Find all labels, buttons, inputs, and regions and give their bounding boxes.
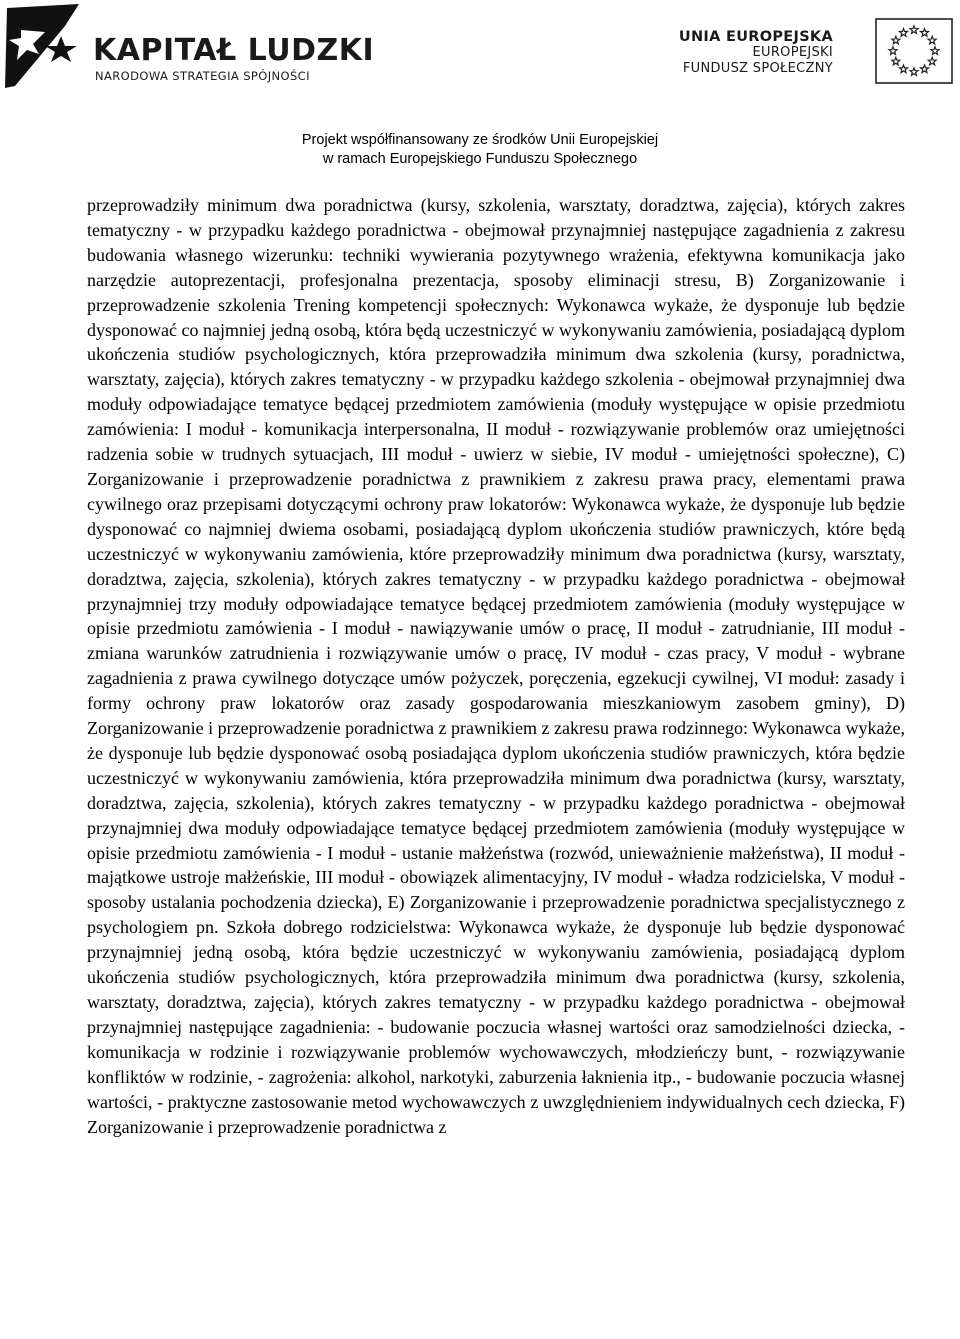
cofinance-note (0, 131, 960, 168)
page-header (0, 0, 960, 175)
eu-logo (660, 18, 960, 98)
eu-logo-text (679, 29, 833, 77)
cofinance-line2: w ramach Europejskiego Funduszu Społecznego (322, 150, 638, 167)
eu-logo-line2: EUROPEJSKI (752, 45, 833, 60)
document-body (87, 193, 905, 1139)
eu-stars-flag-icon (875, 18, 953, 84)
eu-logo-line1: UNIA EUROPEJSKA (678, 29, 833, 45)
kapital-ludzki-title: KAPITAŁ LUDZKI (93, 33, 375, 68)
kapital-ludzki-subtitle: NARODOWA STRATEGIA SPÓJNOŚCI (95, 69, 310, 83)
body-paragraph: przeprowadziły minimum dwa poradnictwa (kursy, szkolenia, warsztaty, doradztwa, zajęcia), których zakres tematyczny - w przypadku każdego poradnictwa - obejmował przynajmniej następujące zagadnienia z zakresu budowania własnego wizerunku: techniki wywierania pozytywnego wrażenia, efektywna komunikacja jako narzędzie autoprezentacji, profesjonalna prezentacja, sposoby eliminacji stresu, B) Zorganizowanie i przeprowadzenie szkolenia Trening kompetencji społecznych: Wykonawca wykaże, że dysponuje lub będzie dysponować co najmniej jedną osobą, która będą uczestniczyć w wykonywaniu zamówienia, posiadającą dyplom ukończenia studiów psychologicznych, która przeprowadziła minimum dwa szkolenia (kursy, poradnictwa, warsztaty, zajęcia), których zakres tematyczny - w przypadku każdego szkolenia - obejmował przynajmniej dwa moduły odpowiadające tematyce będącej przedmiotem zamówienia (moduły występujące w opisie przedmiotu zamówienia: I moduł - komunikacja interpersonalna, II moduł - rozwiązywanie problemów oraz umiejętności radzenia sobie w trudnych sytuacjach, III moduł - uwierz w siebie, IV moduł - umiejętności społeczne), C) Zorganizowanie i przeprowadzenie poradnictwa z prawnikiem z zakresu prawa pracy, elementami prawa cywilnego oraz przepisami dotyczącymi ochrony praw lokatorów: Wykonawca wykaże, że dysponuje lub będzie dysponować co najmniej dwiema osobami, posiadającą dyplom ukończenia studiów prawniczych, które będą uczestniczyć w wykonywaniu zamówienia, które przeprowadziły minimum dwa poradnictwa (kursy, warsztaty, doradztwa, zajęcia, szkolenia), których zakres tematyczny - w przypadku każdego poradnictwa - obejmował przynajmniej trzy moduły odpowiadające tematyce będącej przedmiotem zamówienia (moduły występujące w opisie przedmiotu zamówienia - I moduł - nawiązywanie umów o pracę, II moduł - zatrudnianie, III moduł - zmiana warunków zatrudnienia i rozwiązywanie umów o pracę, IV moduł - czas pracy, V moduł - wybrane zagadnienia z prawa cywilnego dotyczące umów pożyczek, poręczenia, egzekucji cywilnej, VI moduł: zasady i formy ochrony praw lokatorów oraz zasady gospodarowania mieszkaniowym zasobem gminy), D) Zorganizowanie i przeprowadzenie poradnictwa z prawnikiem z zakresu prawa rodzinnego: Wykonawca wykaże, że dysponuje lub będzie dysponować osobą posiadająca dyplom ukończenia studiów prawniczych, która będzie uczestniczyć w wykonywaniu zamówienia, która przeprowadziła minimum dwa poradnictwa (kursy, warsztaty, doradztwa, zajęcia, szkolenia), których zakres tematyczny - w przypadku każdego poradnictwa - obejmował przynajmniej dwa moduły odpowiadające tematyce będącej przedmiotem zamówienia (moduły występujące w opisie przedmiotu zamówienia - I moduł - ustanie małżeństwa (rozwód, unieważnienie małżeństwa), II moduł - majątkowe ustroje małżeńskie, III moduł - obowiązek alimentacyjny, IV moduł - władza rodzicielska, V moduł - sposoby ustalania pochodzenia dziecka), E) Zorganizowanie i przeprowadzenie poradnictwa specjalistycznego z psychologiem pn. Szkoła dobrego rodzicielstwa: Wykonawca wykaże, że dysponuje lub będzie dysponować przynajmniej jedną osobą, która będzie uczestniczyć w wykonywaniu zamówienia, posiadającą dyplom ukończenia studiów psychologicznych, która przeprowadziła minimum dwa poradnictwa (kursy, szkolenia, warsztaty, doradztwa, zajęcia), których zakres tematyczny - w przypadku każdego poradnictwa - obejmował przynajmniej następujące zagadnienia: - budowanie poczucia własnej wartości oraz samodzielności dziecka, - komunikacja w rodzinie i rozwiązywanie problemów wychowawczych, młodzieńczy bunt, - rozwiązywanie konfliktów w rodzinie, - zagrożenia: alkohol, narkotyki, zaburzenia łaknienia itp., - budowanie poczucia własnej wartości, - praktyczne zastosowanie metod wychowawczych z uwzględnieniem indywidualnych cech dziecka, F) Zorganizowanie i przeprowadzenie poradnictwa z (87, 195, 905, 1137)
kapital-ludzki-emblem-icon (5, 2, 85, 92)
eu-logo-line3: FUNDUSZ SPOŁECZNY (682, 61, 833, 76)
cofinance-line1: Projekt współfinansowany ze środków Unii Europejskiej (301, 132, 659, 148)
kapital-ludzki-logo (5, 2, 375, 92)
